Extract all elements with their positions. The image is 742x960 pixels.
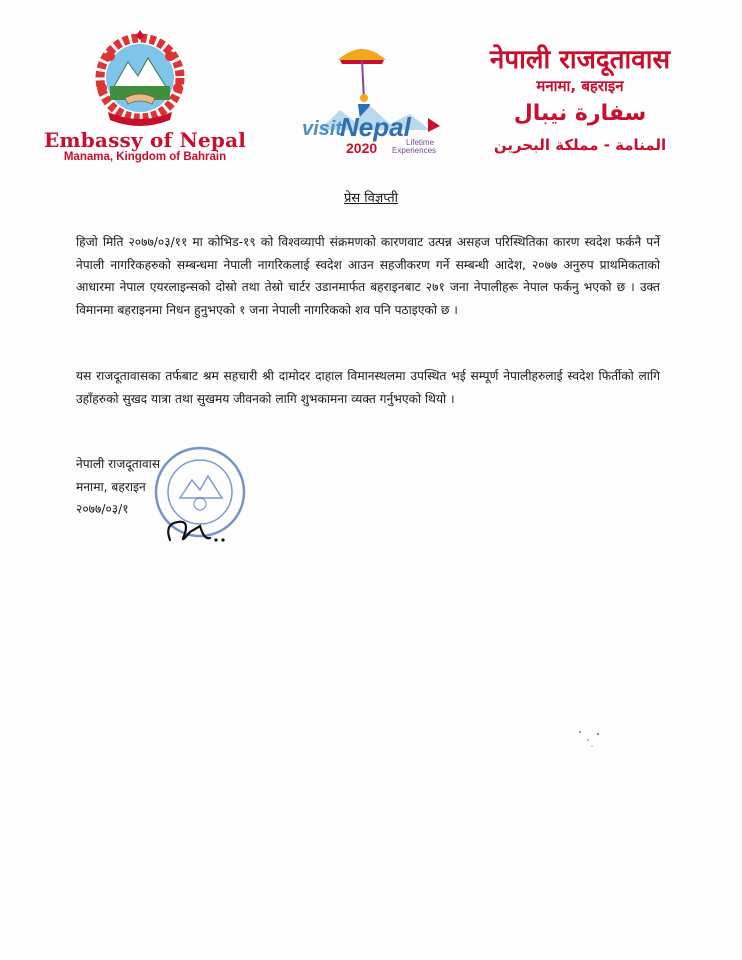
tagline-line-1: Lifetime <box>406 138 435 147</box>
embassy-name-np: नेपाली राजदूतावास <box>489 45 671 75</box>
nepal-text: Nepal <box>340 112 411 142</box>
tagline-line-2: Experiences <box>392 146 437 155</box>
year-text: 2020 <box>346 140 378 156</box>
handwritten-signature-icon <box>160 510 240 550</box>
embassy-name-ar: سفارة نيبال <box>513 101 647 126</box>
signature-block <box>76 453 160 521</box>
paragraph-1: हिजो मिति २०७७/०३/११ मा कोभिड-१९ को विश्वव्यापी संक्रमणको कारणवाट उत्पन्न असहज परिस्थितिका कारण स्वदेश फर्कनै पर्ने नेपाली नागरिकहरुको सम्बन्धमा नेपाली नागरिकलाई स्वदेश आउन सहजीकरण गर्ने सम्बन्धी आदेश, २०७७ अनुरुप प्राथमिकताको आधारमा नेपाल एयरलाइन्सको दोस्रो तथा तेस्रो चार्टर उडानमार्फत बहराइनबाट २७१ जना नेपालीहरू नेपाल फर्कनु भएको छ । उक्त विमानमा बहराइनमा निधन हुनुभएको १ जना नेपाली नागरिकको शव पनि पठाइएको छ । <box>76 235 660 317</box>
signature-line-2: मनामा, बहराइन <box>76 479 146 494</box>
paragraph-2: यस राजदूतावासका तर्फबाट श्रम सहचारी श्री दामोदर दाहाल विमानस्थलमा उपस्थित भई सम्पूर्ण नेपालीहरुलाई स्वदेश फिर्तीको लागि उहाँहरुको सुखद यात्रा तथा सुखमय जीवनको लागि शुभकामना व्यक्त गर्नुभएको थियो । <box>76 369 660 406</box>
nepal-emblem-icon <box>80 28 200 128</box>
embassy-location-en: Manama, Kingdom of Bahrain <box>63 151 227 163</box>
embassy-location-ar: المنامة - مملكة البحرين <box>493 136 667 154</box>
signature-line-1: नेपाली राजदूतावास <box>76 457 161 471</box>
document-heading: प्रेस विज्ञप्ती <box>343 191 399 206</box>
scan-specks-icon <box>572 722 612 752</box>
embassy-name-en: Embassy of Nepal <box>43 128 247 152</box>
visit-text: visit <box>302 118 343 140</box>
tagline <box>392 139 452 155</box>
signature-line-3: २०७७/०३/१ <box>76 502 129 517</box>
embassy-location-np: मनामा, बहराइन <box>536 77 624 95</box>
